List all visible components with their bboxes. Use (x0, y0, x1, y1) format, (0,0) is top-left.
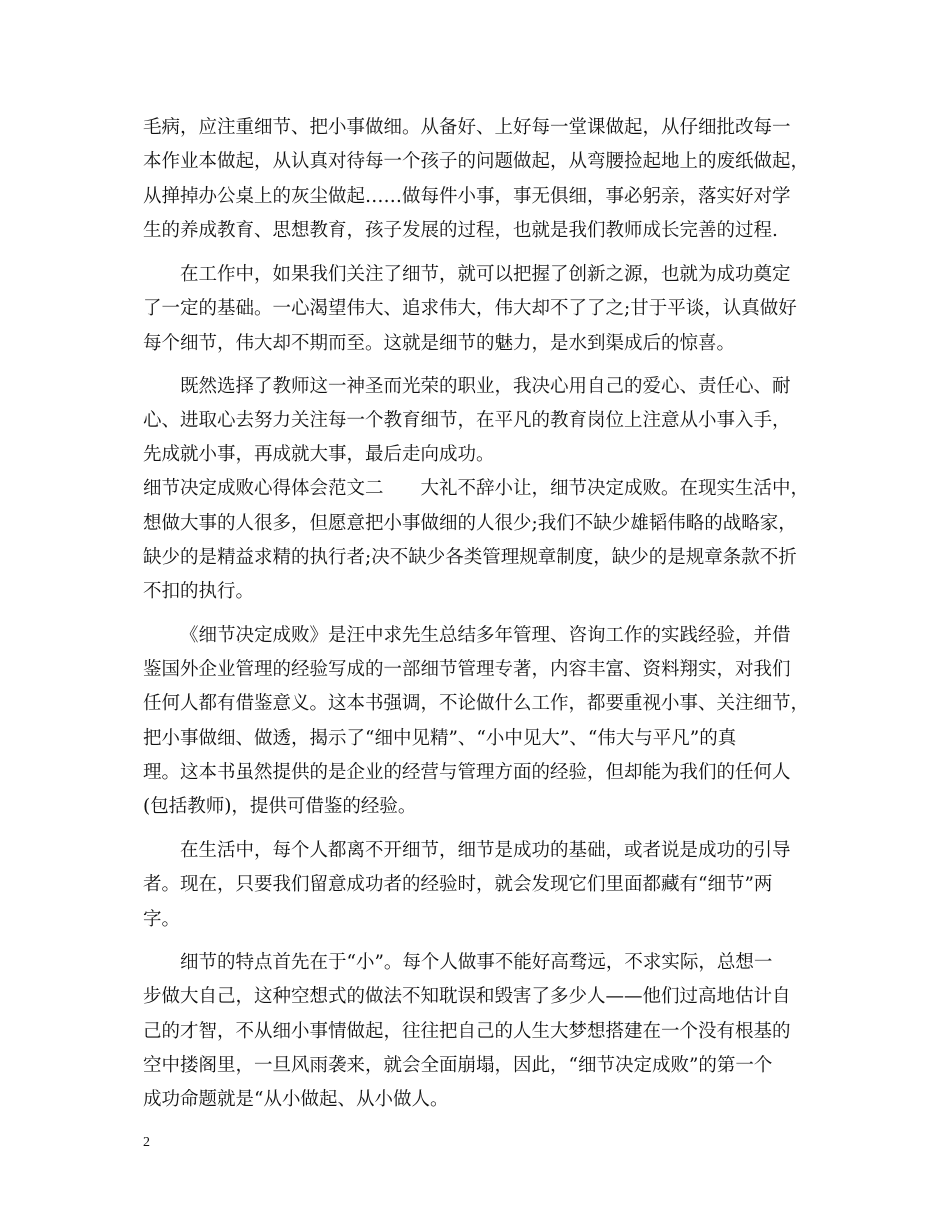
text-line: 毛病，应注重细节、把小事做细。从备好、上好每一堂课做起，从仔细批改每一 (143, 117, 791, 138)
text-line: 了一定的基础。一心渴望伟大、追求伟大，伟大却不了了之;甘于平谈，认真做好 (143, 298, 797, 319)
text-line: 既然选择了教师这一神圣而光荣的职业，我决心用自己的爱心、责任心、耐 (180, 376, 791, 397)
text-line: 缺少的是精益求精的执行者;决不缺少各类管理规章制度，缺少的是规章条款不折 (143, 547, 797, 568)
text-line: 《细节决定成败》是汪中求先生总结多年管理、咨询工作的实践经验，并借 (180, 625, 791, 646)
text-line: 成功命题就是“从小做起、从小做人。 (143, 1089, 449, 1110)
text-line: 细节的特点首先在于“小”。每个人做事不能好高骛远，不求实际，总想一 (180, 952, 773, 973)
text-line: 任何人都有借鉴意义。这本书强调，不论做什么工作，都要重视小事、关注细节， (143, 693, 810, 714)
text-line: 先成就小事，再成就大事，最后走向成功。 (143, 444, 495, 465)
text-line: 者。现在，只要我们留意成功者的经验时，就会发现它们里面都藏有“细节”两 (143, 874, 773, 895)
text-line: (包括教师)，提供可借鉴的经验。 (143, 796, 417, 817)
page-number: 2 (143, 1135, 150, 1150)
text-line: 本作业本做起，从认真对待每一个孩子的问题做起，从弯腰捡起地上的废纸做起， (143, 151, 810, 172)
text-line: 想做大事的人很多，但愿意把小事做细的人很少;我们不缺少雄韬伟略的战略家， (143, 513, 797, 534)
text-line: 生的养成教育、思想教育，孩子发展的过程，也就是我们教师成长完善的过程. (143, 220, 778, 241)
text-line: 鉴国外企业管理的经验写成的一部细节管理专著，内容丰富、资料翔实，对我们 (143, 659, 791, 680)
text-line: 在生活中，每个人都离不开细节，细节是成功的基础，或者说是成功的引导 (180, 840, 791, 861)
text-line: 不扣的执行。 (143, 581, 255, 602)
text-line: 在工作中，如果我们关注了细节，就可以把握了创新之源，也就为成功奠定 (180, 264, 791, 285)
text-line: 每个细节，伟大却不期而至。这就是细节的魅力，是水到渠成后的惊喜。 (143, 333, 736, 354)
text-line: 把小事做细、做透，揭示了“细中见精”、“小中见大”、“伟大与平凡”的真 (143, 728, 737, 749)
text-line: 字。 (143, 909, 181, 930)
text-line: 步做大自己，这种空想式的做法不知耽误和毁害了多少人——他们过高地估计自 (143, 986, 791, 1007)
text-line: 心、进取心去努力关注每一个教育细节，在平凡的教育岗位上注意从小事入手， (143, 410, 791, 431)
text-line: 细节决定成败心得体会范文二 大礼不辞小让，细节决定成败。在现实生活中， (143, 478, 810, 499)
text-line: 理。这本书虽然提供的是企业的经营与管理方面的经验，但却能为我们的任何人 (143, 762, 791, 783)
text-line: 从掸掉办公桌上的灰尘做起……做每件小事，事无俱细，事必躬亲，落实好对学 (143, 186, 791, 207)
text-line: 己的才智，不从细小事情做起，往往把自己的人生大梦想搭建在一个没有根基的 (143, 1021, 791, 1042)
text-line: 空中搂阁里，一旦风雨袭来，就会全面崩塌，因此，“细节决定成败”的第一个 (143, 1055, 773, 1076)
